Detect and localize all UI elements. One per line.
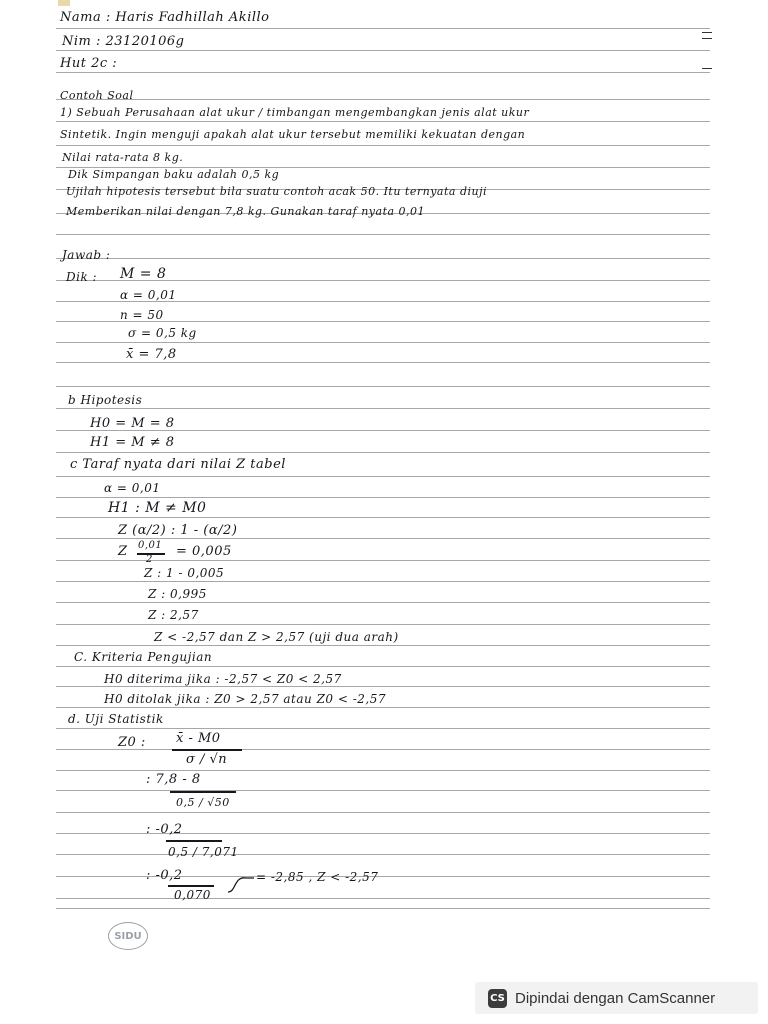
given-xbar: x̄ = 7,8 xyxy=(126,347,177,362)
ruled-line xyxy=(56,50,710,51)
camscanner-logo-icon: CS xyxy=(488,989,507,1008)
critical-z-prefix: Z xyxy=(118,544,128,559)
ruled-line xyxy=(56,749,710,750)
ruled-line xyxy=(56,770,710,771)
ruled-line xyxy=(56,476,710,477)
problem-heading: Contoh Soal xyxy=(60,89,134,102)
camscanner-badge xyxy=(475,982,758,1014)
dik-label: Dik : xyxy=(66,270,98,284)
course-code: Hut 2c : xyxy=(60,56,118,71)
ruled-line xyxy=(56,517,710,518)
student-name: Nama : Haris Fadhillah Akillo xyxy=(60,10,270,25)
critical-frac-bottom: 2 xyxy=(146,554,153,565)
ruled-line xyxy=(56,408,710,409)
ruled-line xyxy=(56,538,710,539)
ruled-line xyxy=(56,728,710,729)
problem-line: Ujilah hipotesis tersebut bila suatu contoh acak 50. Itu ternyata diuji xyxy=(66,185,488,198)
brand-stamp: SIDU xyxy=(108,922,148,950)
problem-line: Dik Simpangan baku adalah 0,5 kg xyxy=(68,168,280,181)
ruled-line xyxy=(56,258,710,259)
ruled-line xyxy=(56,898,710,899)
fraction-bar xyxy=(166,840,222,842)
critical-line: H1 : M ≠ M0 xyxy=(108,500,207,516)
ruled-line xyxy=(56,72,710,73)
page-corner-mark xyxy=(58,0,70,6)
given-n: n = 50 xyxy=(120,308,164,322)
given-sigma: σ = 0,5 kg xyxy=(128,326,197,340)
camscanner-text: Dipindai dengan CamScanner xyxy=(515,989,716,1007)
critical-line: Z : 2,57 xyxy=(148,608,199,622)
critical-heading: c Taraf nyata dari nilai Z tabel xyxy=(70,457,286,472)
alternative-hypothesis: H1 = M ≠ 8 xyxy=(90,435,175,450)
criteria-accept: H0 diterima jika : -2,57 < Z0 < 2,57 xyxy=(104,672,342,686)
ruled-line xyxy=(56,581,710,582)
critical-frac-top: 0,01 xyxy=(138,540,163,551)
problem-line: Nilai rata-rata 8 kg. xyxy=(62,151,184,164)
ruled-line xyxy=(56,602,710,603)
answer-heading: Jawab : xyxy=(62,248,111,262)
problem-line: Memberikan nilai dengan 7,8 kg. Gunakan taraf nyata 0,01 xyxy=(66,205,426,218)
ruled-line xyxy=(56,645,710,646)
given-mu: M = 8 xyxy=(120,266,167,282)
fraction-bar xyxy=(168,885,214,887)
fraction-bar xyxy=(170,791,236,793)
ruled-line xyxy=(56,707,710,708)
ruled-line xyxy=(56,560,710,561)
ruled-line xyxy=(56,28,710,29)
ruled-line xyxy=(56,145,710,146)
critical-line: Z : 0,995 xyxy=(148,587,207,601)
step2-denominator: 0,5 / √50 xyxy=(176,796,230,809)
critical-line: Z : 1 - 0,005 xyxy=(144,566,225,580)
problem-line: 1) Sebuah Perusahaan alat ukur / timbangan mengembangkan jenis alat ukur xyxy=(60,106,530,119)
null-hypothesis: H0 = M = 8 xyxy=(90,416,175,431)
step3-numerator: : -0,2 xyxy=(146,822,183,837)
given-alpha: α = 0,01 xyxy=(120,288,177,302)
ruled-line xyxy=(56,362,710,363)
ruled-line xyxy=(56,497,710,498)
critical-line: Z (α/2) : 1 - (α/2) xyxy=(118,523,238,538)
margin-tick xyxy=(702,32,712,33)
ruled-line xyxy=(56,452,710,453)
ruled-line xyxy=(56,234,710,235)
final-result: = -2,85 , Z < -2,57 xyxy=(256,870,379,884)
ruled-line xyxy=(56,386,710,387)
ruled-line xyxy=(56,666,710,667)
critical-line: α = 0,01 xyxy=(104,481,161,495)
margin-tick xyxy=(702,68,712,69)
step2-numerator: : 7,8 - 8 xyxy=(146,772,201,787)
criteria-reject: H0 ditolak jika : Z0 > 2,57 atau Z0 < -2,57 xyxy=(104,692,387,706)
formula-numerator: x̄ - M0 xyxy=(176,731,221,746)
step3-denominator: 0,5 / 7,071 xyxy=(168,845,239,859)
ruled-line xyxy=(56,121,710,122)
margin-tick xyxy=(702,38,712,39)
brace-mark xyxy=(226,870,256,894)
ruled-line xyxy=(56,790,710,791)
step4-denominator: 0,070 xyxy=(174,888,211,902)
criteria-heading: C. Kriteria Pengujian xyxy=(74,650,213,664)
ruled-line xyxy=(56,812,710,813)
critical-line: Z < -2,57 dan Z > 2,57 (uji dua arah) xyxy=(154,630,399,644)
ruled-line xyxy=(56,624,710,625)
critical-line: = 0,005 xyxy=(176,544,232,559)
student-nim: Nim : 23120106g xyxy=(62,34,185,49)
z0-label: Z0 : xyxy=(118,735,146,750)
step4-numerator: : -0,2 xyxy=(146,868,183,883)
ruled-line xyxy=(56,686,710,687)
fraction-bar xyxy=(172,749,242,751)
formula-denominator: σ / √n xyxy=(186,752,228,767)
problem-line: Sintetik. Ingin menguji apakah alat ukur tersebut memiliki kekuatan dengan xyxy=(60,128,526,141)
statistic-heading: d. Uji Statistik xyxy=(68,712,164,726)
ruled-line xyxy=(56,908,710,909)
hypothesis-heading: b Hipotesis xyxy=(68,393,143,407)
ruled-line xyxy=(56,854,710,855)
ruled-line xyxy=(56,99,710,100)
ruled-line xyxy=(56,342,710,343)
